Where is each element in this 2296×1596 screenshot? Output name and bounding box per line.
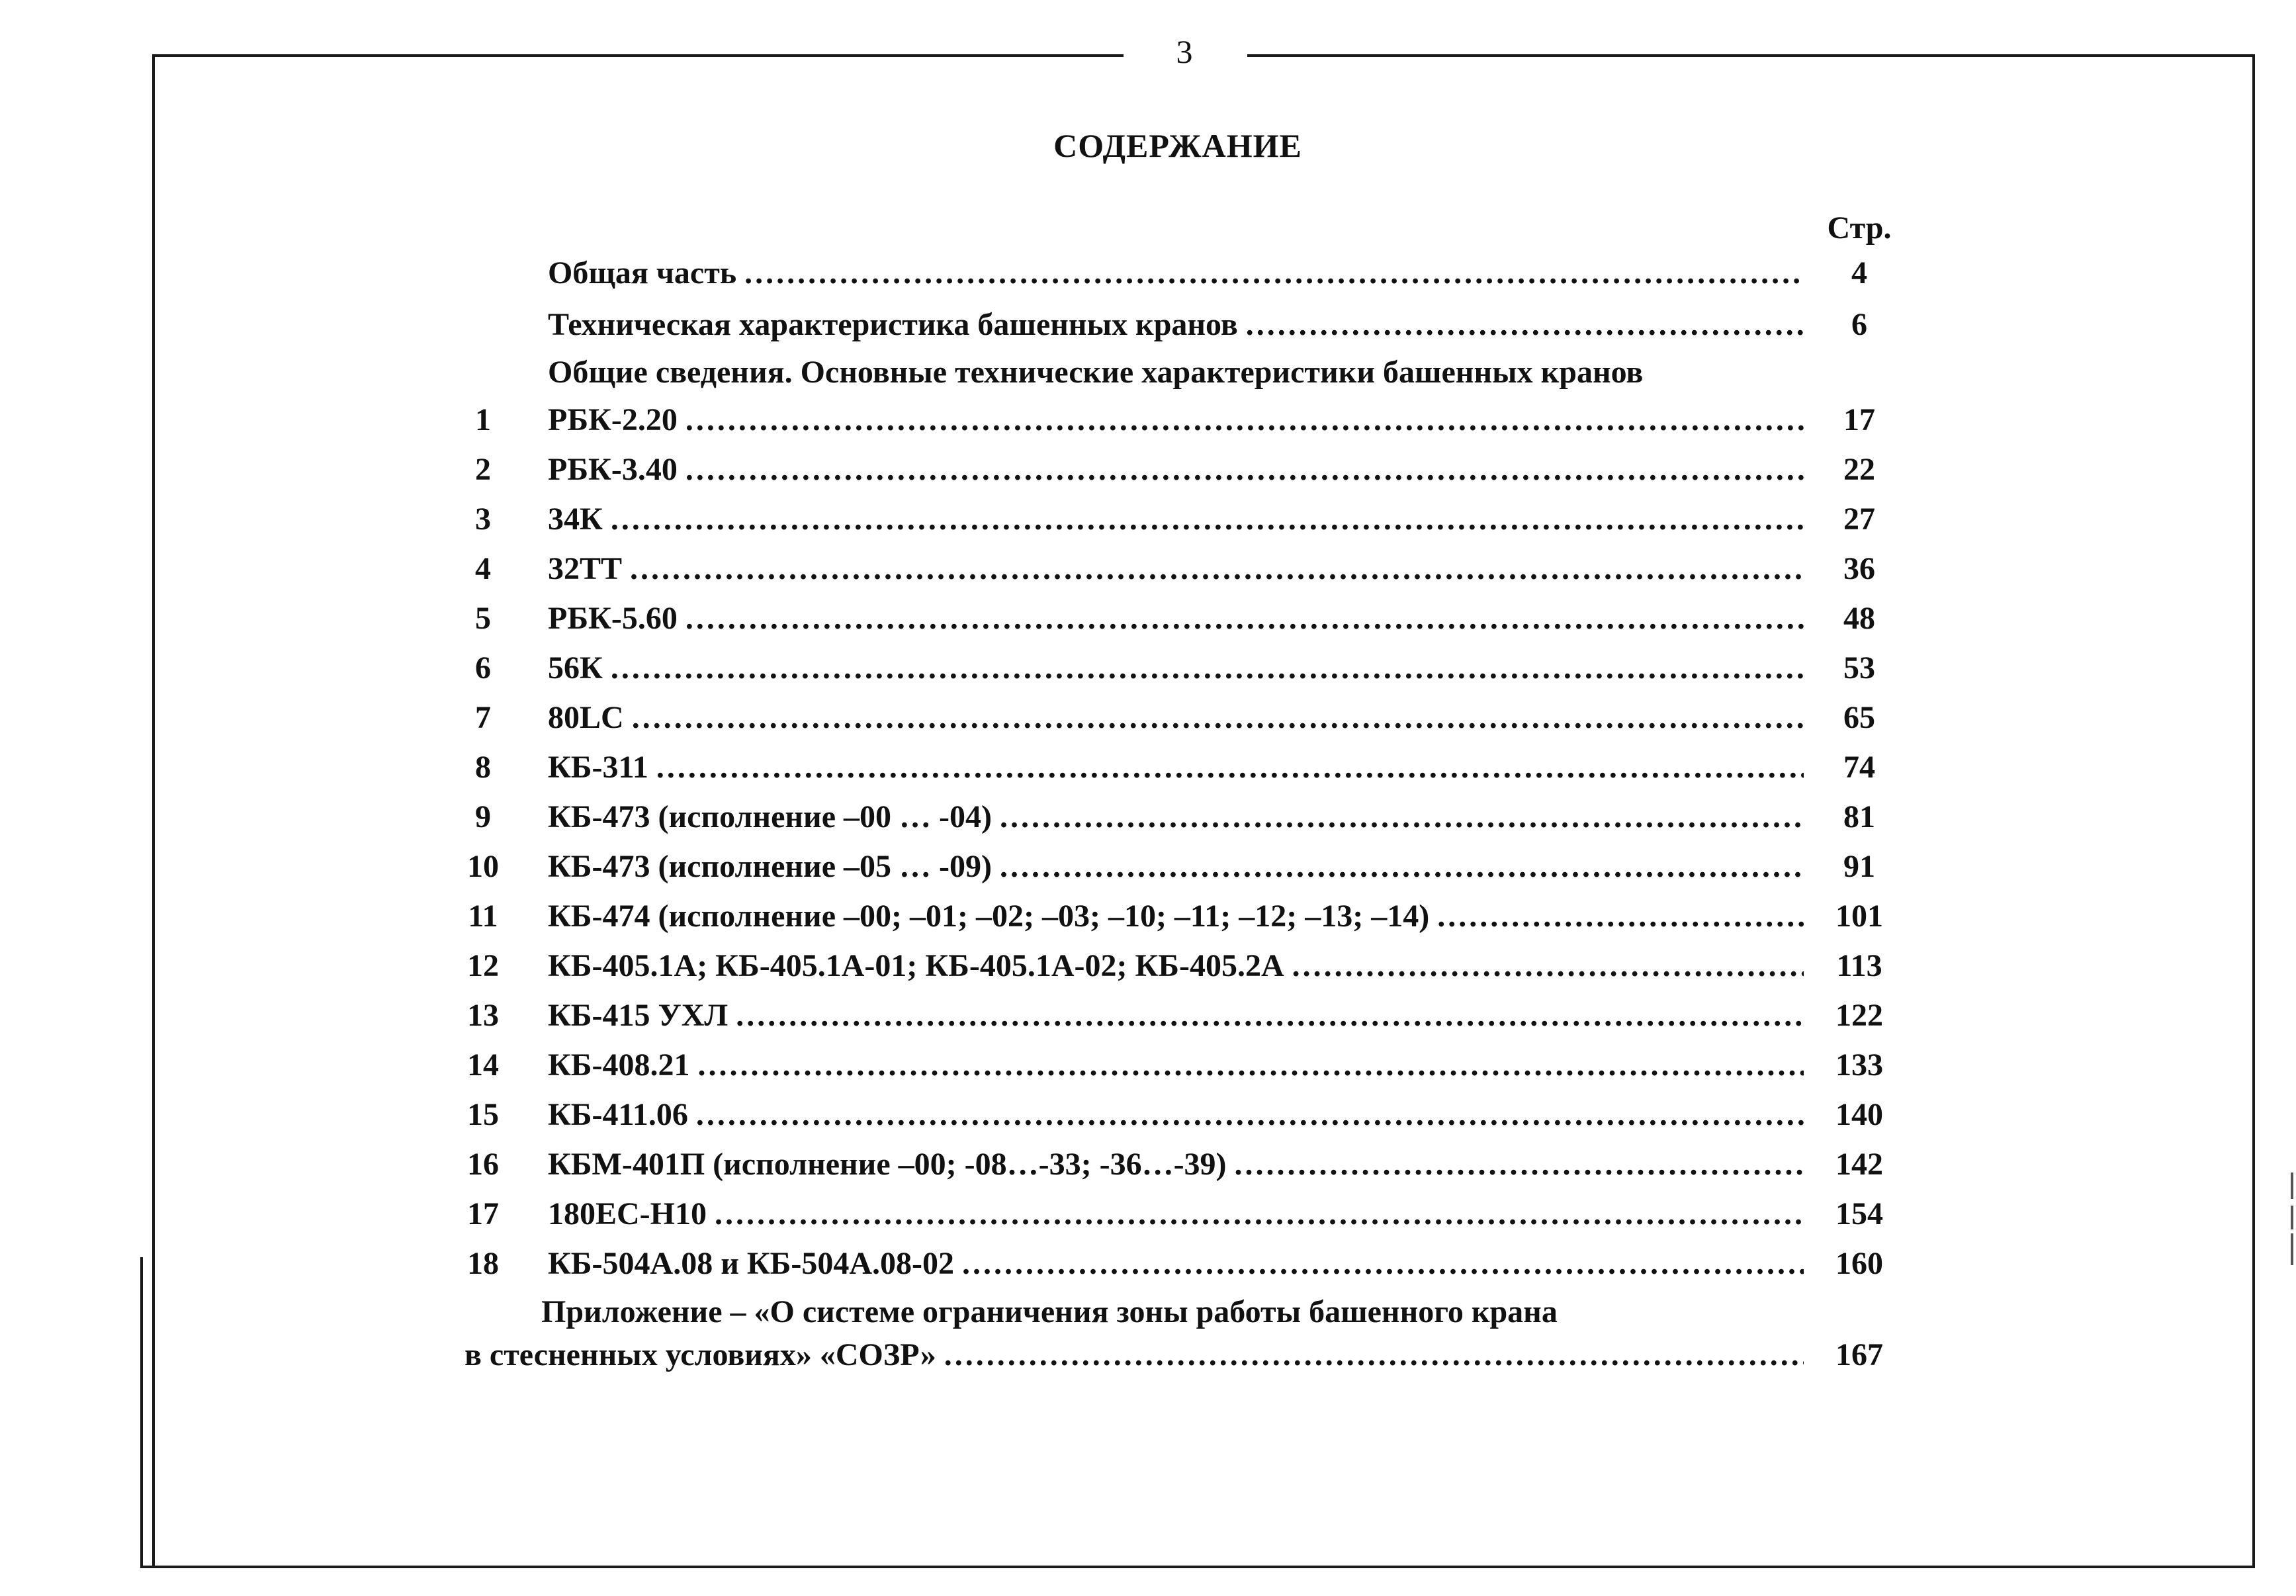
toc-entry[interactable] bbox=[548, 747, 1804, 788]
toc-entry-number: 11 bbox=[468, 899, 498, 934]
toc-entry-label: РБК-2.20 bbox=[548, 402, 678, 437]
toc-entry-page: 53 bbox=[1843, 650, 1875, 686]
toc-row bbox=[0, 747, 2296, 788]
toc-entry-number: 8 bbox=[475, 750, 491, 785]
toc-entry[interactable] bbox=[548, 896, 1804, 937]
toc-entry-label: 34К bbox=[548, 502, 603, 537]
dot-leader bbox=[1437, 896, 1804, 937]
dot-leader bbox=[736, 995, 1804, 1036]
toc-entry-number: 3 bbox=[475, 502, 491, 537]
toc-entry[interactable] bbox=[548, 1194, 1804, 1235]
dot-leader bbox=[715, 1194, 1804, 1235]
toc-entry[interactable] bbox=[548, 598, 1804, 639]
toc-entry-number: 6 bbox=[475, 650, 491, 686]
dot-leader bbox=[656, 747, 1804, 788]
toc-entry-label: КБ-473 (исполнение –00 … -04) bbox=[548, 799, 992, 834]
toc-entry[interactable] bbox=[548, 1144, 1804, 1185]
toc-row bbox=[0, 697, 2296, 738]
appendix-title-line2: в стесненных условиях» «СОЗР» bbox=[464, 1337, 936, 1372]
toc-row bbox=[0, 846, 2296, 887]
dot-leader bbox=[685, 400, 1804, 441]
toc-entry-number: 9 bbox=[475, 799, 491, 834]
toc-entry[interactable] bbox=[464, 1335, 1804, 1376]
dot-leader bbox=[685, 598, 1804, 639]
toc-entry[interactable] bbox=[548, 499, 1804, 540]
toc-entry-page: 122 bbox=[1835, 998, 1883, 1033]
page-title: СОДЕРЖАНИЕ bbox=[1053, 127, 1302, 164]
toc-entry-label: Общая часть bbox=[548, 255, 737, 290]
toc-row bbox=[0, 400, 2296, 441]
toc-entry[interactable] bbox=[548, 304, 1804, 345]
toc-entry-label: КБ-504А.08 и КБ-504А.08-02 bbox=[548, 1246, 955, 1281]
toc-section-heading: Общие сведения. Основные технические характеристики башенных кранов bbox=[548, 355, 1644, 390]
toc-entry[interactable] bbox=[548, 846, 1804, 887]
toc-entry-label: 32ТТ bbox=[548, 551, 623, 586]
dot-leader bbox=[611, 648, 1804, 689]
toc-entry-page: 65 bbox=[1843, 700, 1875, 735]
toc-entry-label: КБ-473 (исполнение –05 … -09) bbox=[548, 849, 992, 884]
toc-entry[interactable] bbox=[548, 995, 1804, 1036]
dot-leader bbox=[698, 1045, 1804, 1086]
toc-entry[interactable] bbox=[548, 946, 1804, 987]
toc-row bbox=[0, 797, 2296, 838]
toc-entry-number: 14 bbox=[467, 1047, 499, 1083]
toc-entry[interactable] bbox=[548, 697, 1804, 738]
toc-entry-page: 4 bbox=[1851, 255, 1867, 290]
toc-entry[interactable] bbox=[548, 1045, 1804, 1086]
toc-row bbox=[0, 946, 2296, 987]
toc-entry[interactable] bbox=[548, 797, 1804, 838]
page-column-header: Стр. bbox=[1827, 210, 1892, 245]
dot-leader bbox=[632, 697, 1804, 738]
toc-entry-page: 140 bbox=[1835, 1097, 1883, 1132]
toc-row bbox=[0, 1045, 2296, 1086]
toc-row bbox=[0, 1335, 2296, 1376]
toc-row bbox=[0, 253, 2296, 294]
toc-row bbox=[0, 598, 2296, 639]
toc-entry-label: 56К bbox=[548, 650, 603, 686]
toc-entry-page: 48 bbox=[1843, 601, 1875, 636]
toc-entry[interactable] bbox=[548, 648, 1804, 689]
appendix-title-line1: Приложение – «О системе ограничения зоны работы башенного крана bbox=[541, 1294, 1558, 1329]
dot-leader bbox=[1292, 946, 1804, 987]
dot-leader bbox=[1246, 304, 1804, 345]
toc-entry-label: РБК-3.40 bbox=[548, 452, 678, 487]
toc-entry-number: 5 bbox=[475, 601, 491, 636]
toc-entry-label: РБК-5.60 bbox=[548, 601, 678, 636]
dot-leader bbox=[744, 253, 1804, 294]
toc-row bbox=[0, 648, 2296, 689]
toc-entry-page: 22 bbox=[1843, 452, 1875, 487]
toc-entry-number: 12 bbox=[467, 948, 499, 983]
dot-leader bbox=[1235, 1144, 1804, 1185]
toc-row bbox=[0, 1243, 2296, 1284]
dot-leader bbox=[944, 1335, 1804, 1376]
toc-entry[interactable] bbox=[548, 253, 1804, 294]
toc-entry-number: 16 bbox=[467, 1147, 499, 1182]
dot-leader bbox=[1000, 846, 1804, 887]
page-number: 3 bbox=[1176, 33, 1193, 70]
toc-entry-label: КБМ-401П (исполнение –00; -08…-33; -36…-39) bbox=[548, 1147, 1227, 1182]
toc-entry-number: 18 bbox=[467, 1246, 499, 1281]
toc-entry-label: КБ-411.06 bbox=[548, 1097, 688, 1132]
toc-entry[interactable] bbox=[548, 400, 1804, 441]
toc-row bbox=[0, 449, 2296, 490]
dot-leader bbox=[685, 449, 1804, 490]
toc-row bbox=[0, 549, 2296, 590]
toc-entry-number: 4 bbox=[475, 551, 491, 586]
dot-leader bbox=[630, 549, 1804, 590]
toc-entry-page: 6 bbox=[1851, 307, 1867, 342]
toc-entry-page: 142 bbox=[1835, 1147, 1883, 1182]
toc-entry-label: КБ-415 УХЛ bbox=[548, 998, 729, 1033]
toc-entry-page: 81 bbox=[1843, 799, 1875, 834]
toc-entry-page: 154 bbox=[1835, 1196, 1883, 1231]
toc-entry[interactable] bbox=[548, 1094, 1804, 1135]
toc-entry-label: КБ-474 (исполнение –00; –01; –02; –03; –10; –11; –12; –13; –14) bbox=[548, 899, 1430, 934]
toc-entry[interactable] bbox=[548, 549, 1804, 590]
toc-entry-page: 160 bbox=[1835, 1246, 1883, 1281]
toc-entry-number: 10 bbox=[467, 849, 499, 884]
toc-entry-label: 180EC-H10 bbox=[548, 1196, 707, 1231]
toc-row bbox=[0, 499, 2296, 540]
toc-entry[interactable] bbox=[548, 449, 1804, 490]
toc-row bbox=[0, 1094, 2296, 1135]
toc-entry-page: 101 bbox=[1835, 899, 1883, 934]
toc-entry-page: 17 bbox=[1843, 402, 1875, 437]
toc-row bbox=[0, 995, 2296, 1036]
dot-leader bbox=[962, 1243, 1804, 1284]
toc-entry-number: 2 bbox=[475, 452, 491, 487]
toc-row bbox=[0, 1144, 2296, 1185]
toc-entry-number: 7 bbox=[475, 700, 491, 735]
toc-row bbox=[0, 896, 2296, 937]
toc-entry-number: 13 bbox=[467, 998, 499, 1033]
toc-entry-page: 36 bbox=[1843, 551, 1875, 586]
dot-leader bbox=[611, 499, 1804, 540]
appendix-page: 167 bbox=[1835, 1337, 1883, 1372]
toc-row bbox=[0, 304, 2296, 345]
toc-entry-number: 1 bbox=[475, 402, 491, 437]
toc-entry-label: КБ-405.1А; КБ-405.1А-01; КБ-405.1А-02; КБ-405.2А bbox=[548, 948, 1284, 983]
dot-leader bbox=[696, 1094, 1804, 1135]
toc-entry-page: 27 bbox=[1843, 502, 1875, 537]
toc-entry-label: Техническая характеристика башенных кранов bbox=[548, 307, 1238, 342]
toc-entry-label: КБ-311 bbox=[548, 750, 648, 785]
toc-entry-number: 17 bbox=[467, 1196, 499, 1231]
toc-entry-page: 113 bbox=[1836, 948, 1882, 983]
toc-entry-label: 80LC bbox=[548, 700, 624, 735]
toc-entry-page: 133 bbox=[1835, 1047, 1883, 1083]
toc-row bbox=[0, 1194, 2296, 1235]
toc-entry-label: КБ-408.21 bbox=[548, 1047, 690, 1083]
toc-entry-page: 74 bbox=[1843, 750, 1875, 785]
toc-entry-number: 15 bbox=[467, 1097, 499, 1132]
dot-leader bbox=[1000, 797, 1804, 838]
toc-entry-page: 91 bbox=[1843, 849, 1875, 884]
toc-entry[interactable] bbox=[548, 1243, 1804, 1284]
